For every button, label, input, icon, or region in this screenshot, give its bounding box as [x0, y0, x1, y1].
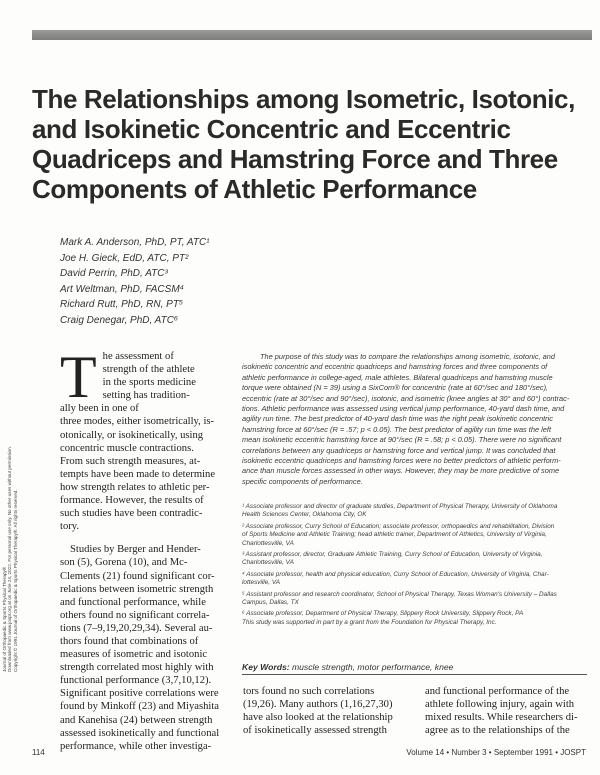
- abstract-line: athletic performance in college-aged, male athletes. Bilateral quadriceps and hamstring muscle: [242, 372, 553, 382]
- page-number: 114: [32, 748, 45, 757]
- drop-cap: T: [60, 344, 97, 410]
- text-line: strength of the athlete: [102, 364, 195, 376]
- abstract-line: specific components of performance.: [242, 476, 363, 486]
- title-line: and Isokinetic Concentric and Eccentric: [32, 114, 511, 144]
- copyright-sidebar: [2, 446, 18, 672]
- affiliation-line: ⁵ Assistant professor and research coordinator, School of Physical Therapy, Texas Woman's University – Dallas: [242, 590, 557, 598]
- abstract-line: agility run time. The best predictor of 40-yard dash time was the right peak isokinetic concentric: [242, 414, 553, 424]
- text-line: have also looked at the relationship: [243, 712, 393, 724]
- text-line: and Kanehisa (24) between strength: [60, 714, 213, 726]
- text-line: and functional performance of the: [425, 686, 570, 697]
- text-line: mixed results. While researchers di-: [425, 712, 578, 724]
- affiliation-line: ³ Assistant professor, director, Graduate Athletic Training, Curry School of Education, University of Virginia,: [242, 551, 543, 559]
- abstract-line: tions. Athletic performance was assessed using vertical jump performance, 40-yard dash time, and: [242, 404, 565, 414]
- affiliation-line: Charlottesville, VA: [242, 539, 294, 547]
- text-line: of isokinetically assessed strength: [243, 725, 387, 737]
- text-line: measures of isometric and isotonic: [60, 649, 208, 661]
- author: David Perrin, PhD, ATC³: [60, 268, 168, 279]
- abstract: [242, 352, 587, 487]
- author: Craig Denegar, PhD, ATC⁶: [60, 314, 179, 326]
- author-affiliations: [242, 503, 587, 630]
- affiliation-line: Health Sciences Center, Oklahoma City, OK: [242, 511, 367, 519]
- affiliation-item: [242, 571, 587, 588]
- text-line: tory.: [60, 521, 80, 533]
- affiliation-line: of Sports Medicine and Athletic Training; head athletic trainer, Department of Athletics, University of Virginia,: [242, 531, 547, 539]
- abstract-line: The purpose of this study was to compare the relationships among isometric, isotonic, and: [260, 352, 555, 361]
- author: Mark A. Anderson, PhD, PT, ATC¹: [60, 237, 210, 248]
- affiliation-line: lottesville, VA: [242, 579, 281, 587]
- sidebar-line: Downloaded from www.jospt.org at on June 24, 2022. For personal use only. No other uses without permission.: [7, 446, 13, 672]
- text-line: and functional performance, while: [60, 596, 206, 608]
- affiliation-line: This study was supported in part by a grant from the Foundation for Physical Therapy, Inc.: [242, 618, 497, 626]
- author-list: [60, 235, 360, 328]
- sidebar-line: Copyright © 1991 Journal of Orthopaedic & Sports Physical Therapy®. All rights reserved.: [12, 489, 18, 672]
- text-line: Clements (21) found significant cor-: [60, 570, 215, 582]
- body-column-2: [243, 685, 403, 737]
- text-line: Studies by Berger and Hender-: [70, 544, 201, 556]
- abstract-line: isokinetic eccentric quadriceps and hamstring forces were no better predictors of athletic perform-: [242, 456, 561, 466]
- text-line: functional performance (3,7,10,12).: [60, 675, 212, 687]
- text-line: ally been in one of: [60, 403, 139, 415]
- text-line: Significant positive correlations were: [60, 688, 219, 700]
- affiliation-item: [242, 591, 587, 608]
- header-bar: [32, 30, 592, 40]
- abstract-line: ance than muscle forces assessed in other ways. However, they may be more predictive of some: [242, 466, 560, 476]
- author: Joe H. Gieck, EdD, ATC, PT²: [60, 252, 189, 264]
- affiliation-item: [242, 503, 587, 520]
- text-line: tions (7–9,19,20,29,34). Several au-: [60, 622, 213, 634]
- abstract-line: eccentric (rate at 30°/sec and 90°/sec), isotonic, and isometric (knee angles at 30° and 60°) contrac-: [242, 393, 570, 403]
- keywords-label: Key Words:: [242, 662, 290, 672]
- affiliation-line: Charlottesville, VA: [242, 559, 294, 567]
- text-line: how strength relates to athletic per-: [60, 481, 210, 493]
- text-line: relations between isometric strength: [60, 583, 214, 595]
- text-line: setting has tradition-: [102, 390, 190, 402]
- text-line: tors found no such correlations: [243, 686, 375, 697]
- text-line: otonically, or isokinetically, using: [60, 429, 204, 441]
- abstract-line: correlations between any quadriceps or hamstring force and vertical jump. It was concluded that: [242, 445, 556, 455]
- text-line: in the sports medicine: [102, 377, 196, 389]
- text-line: such studies have been contradic-: [60, 508, 203, 520]
- sidebar-line: Journal of Orthopaedic & Sports Physical Therapy®: [2, 566, 7, 672]
- title-line: Quadriceps and Hamstring Force and Three: [32, 144, 558, 174]
- text-line: strength correlated most highly with: [60, 662, 214, 674]
- affiliation-line: ¹ Associate professor and director of graduate studies, Department of Physical Therapy, University of Oklahoma: [242, 503, 558, 510]
- affiliation-item: [242, 551, 587, 568]
- divider: [242, 674, 587, 675]
- author: Art Weltman, PhD, FACSM⁴: [60, 283, 184, 295]
- text-line: son (5), Gorena (10), and Mc-: [60, 557, 188, 569]
- keywords: [242, 662, 587, 672]
- text-line: found by Minkoff (23) and Miyashita: [60, 701, 219, 713]
- affiliation-item: [242, 610, 587, 627]
- affiliation-line: ⁶ Associate professor, Department of Physical Therapy, Slippery Rock University, Slippery Rock, PA: [242, 610, 524, 618]
- affiliation-line: ⁴ Associate professor, health and physical education, Curry School of Education, University of Virginia, Char-: [242, 570, 549, 578]
- author: Richard Rutt, PhD, RN, PT⁵: [60, 299, 184, 310]
- abstract-line: hamstring force at 60°/sec (R = .57; p < 0.05). The best predictor of agility run time was the left: [242, 424, 551, 434]
- text-line: athlete following injury, again with: [425, 699, 575, 711]
- second-paragraph: [60, 543, 232, 753]
- title-line: Components of Athletic Performance: [32, 174, 477, 204]
- intro-paragraph: [60, 344, 232, 533]
- text-line: thors found that combinations of: [60, 635, 199, 647]
- affiliation-line: Campus, Dallas, TX: [242, 599, 299, 607]
- article-title: [32, 84, 575, 204]
- title-line: The Relationships among Isometric, Isotonic,: [32, 84, 575, 114]
- text-line: From such strength measures, at-: [60, 455, 201, 467]
- abstract-line: torque were obtained (N = 39) using a SixCom® for concentric (rate at 60°/sec and 180°/sec),: [242, 383, 549, 393]
- text-line: (19,26). Many authors (1,16,27,30): [243, 699, 393, 711]
- abstract-line: isokinetic concentric and eccentric quadriceps and hamstring forces and three components of: [242, 362, 548, 372]
- text-line: assessed isokinetically and functional: [60, 727, 220, 739]
- text-line: he assessment of: [102, 351, 174, 362]
- abstract-line: mean isokinetic eccentric hamstring force at 90°/sec (R = .58; p < 0.05). There were no significant: [242, 435, 562, 445]
- text-line: performance, while other investiga-: [60, 740, 212, 752]
- affiliation-item: [242, 523, 587, 548]
- text-line: formance. However, the results of: [60, 495, 204, 507]
- body-column-1: [60, 344, 232, 753]
- text-line: tempts have been made to determine: [60, 468, 216, 480]
- text-line: concentric muscle contractions.: [60, 442, 194, 454]
- journal-info: Volume 14 • Number 3 • September 1991 • JOSPT: [406, 748, 586, 757]
- text-line: agree as to the relationships of the: [425, 725, 570, 737]
- text-line: three modes, either isometrically, is-: [60, 416, 215, 428]
- text-line: others found no significant correla-: [60, 609, 210, 621]
- keywords-text: muscle strength, motor performance, knee: [289, 662, 454, 672]
- body-column-3: [425, 685, 585, 737]
- affiliation-line: ² Associate professor, Curry School of Education; associate professor, orthopaedics and rehabilitation, Division: [242, 522, 555, 530]
